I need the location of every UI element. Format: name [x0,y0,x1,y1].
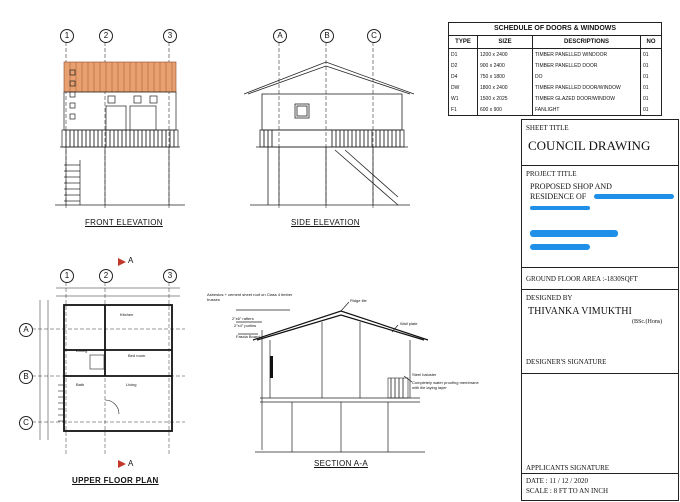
schedule-cell: TIMBER GLAZED DOOR/WINDOW [533,93,641,104]
grid-bubble-a: A [273,29,287,43]
schedule-cell: 01 [643,84,649,91]
section-note-fascia: Fascia Board [236,334,260,339]
room-label-living: Living [126,382,137,387]
schedule-row [449,71,661,82]
section-marker-bottom: A [128,459,134,468]
redaction-owner-extra [530,206,590,210]
designer-qualification: (BSc.(Hons) [632,319,663,325]
ground-floor-area: GROUND FLOOR AREA :-1830SQFT [526,275,638,283]
grid-bubble-3: 3 [163,29,177,43]
sheet-title-heading: SHEET TITLE [526,124,569,132]
plan-grid-col-1: 1 [60,269,74,283]
schedule-cell: 1800 x 2400 [478,82,533,93]
schedule-cell: 01 [643,73,649,80]
schedule-cell: DO [533,71,641,82]
redaction-owner-name [594,194,674,199]
schedule-cell: 1200 x 2400 [478,49,533,61]
redaction-address-2 [530,244,590,250]
schedule-header-row [449,36,661,49]
project-title: PROPOSED SHOP AND RESIDENCE OF [530,182,612,201]
room-label-bath: Bath [76,382,85,387]
grid-bubble-c: C [367,29,381,43]
section-note-purlins: 2"x4" purlins [234,323,257,328]
schedule-cell: 01 [643,95,649,102]
schedule-cell: 900 x 2400 [478,60,533,71]
schedule-cell: W1 [449,93,478,104]
schedule-cell: 01 [643,62,649,69]
project-title-heading: PROJECT TITLE [526,170,577,178]
section-label: SECTION A-A [314,459,368,468]
schedule-cell: D2 [449,60,478,71]
schedule-table [449,36,661,115]
designed-by-heading: DESIGNED BY [526,294,573,302]
grid-bubble-2: 2 [99,29,113,43]
schedule-col-size: SIZE [478,36,533,49]
schedule-cell: 01 [643,106,649,113]
room-label-dining: Dining [76,348,88,353]
designer-name: THIVANKA VIMUKTHI [528,306,632,317]
project-title-section [522,166,678,268]
schedule-cell: FANLIGHT [533,104,641,115]
designer-signature-label: DESIGNER'S SIGNATURE [526,358,607,366]
schedule-cell: TIMBER PANELLED DOOR/WINDOW [533,82,641,93]
schedule-cell: F1 [449,104,478,115]
drawing-scale: SCALE : 8 FT TO AN INCH [526,487,609,495]
schedule-title: SCHEDULE OF DOORS & WINDOWS [449,23,661,36]
applicant-signature-section [522,374,678,474]
schedule-row [449,82,661,93]
schedule-cell: 1500 x 2025 [478,93,533,104]
schedule-col-descriptions: DESCRIPTIONS [533,36,641,49]
plan-grid-col-3: 3 [163,269,177,283]
schedule-row [449,49,661,61]
date-scale-section [522,474,678,502]
schedule-cell: TIMBER PANELLED WINDOOR [533,49,641,61]
plan-grid-row-b: B [19,370,33,384]
title-block [521,119,679,501]
designer-section [522,290,678,374]
grid-bubble-1: 1 [60,29,74,43]
schedule-row [449,93,661,104]
schedule-cell: 01 [643,51,649,58]
room-label-bedroom: Bed room [128,353,146,358]
plan-grid-row-a: A [19,323,33,337]
floor-plan-label: UPPER FLOOR PLAN [72,476,159,485]
applicant-signature-label: APPLICANTS SIGNATURE [526,464,610,472]
schedule-row [449,104,661,115]
section-note-membrane: Completely water proofing membrane with tile laying layer [412,380,479,390]
schedule-cell: 600 x 900 [478,104,533,115]
sheet-title-section [522,120,678,166]
sheet-title: COUNCIL DRAWING [528,138,651,153]
schedule-cell: D1 [449,49,478,61]
section-note-rafters: 2"x6" rafters [232,316,254,321]
floor-area-section [522,268,678,290]
schedule-cell: DW [449,82,478,93]
schedule-col-type: TYPE [449,36,478,49]
grid-bubble-b: B [320,29,334,43]
schedule-cell: TIMBER PANELLED DOOR [533,60,641,71]
redaction-address-1 [530,230,618,237]
section-marker-top: A [128,256,134,265]
drawing-date: DATE : 11 / 12 / 2020 [526,477,588,485]
section-note-ridge: Ridge tile [350,298,367,303]
schedule-col-no: NO [641,36,662,49]
plan-grid-row-c: C [19,416,33,430]
section-note-roof: Asbestos + cement sheet roof on Class 4 timber trusses [207,292,293,302]
plan-grid-col-2: 2 [99,269,113,283]
schedule-row [449,60,661,71]
side-elevation-label: SIDE ELEVATION [291,218,360,227]
section-note-baluster: Steel baluster [412,372,437,377]
door-window-schedule [448,22,662,116]
schedule-cell: 750 x 1800 [478,71,533,82]
section-note-wallplate: Wall plate [400,321,418,326]
room-label-kitchen: Kitchen [120,312,134,317]
schedule-cell: D4 [449,71,478,82]
front-elevation-label: FRONT ELEVATION [85,218,163,227]
